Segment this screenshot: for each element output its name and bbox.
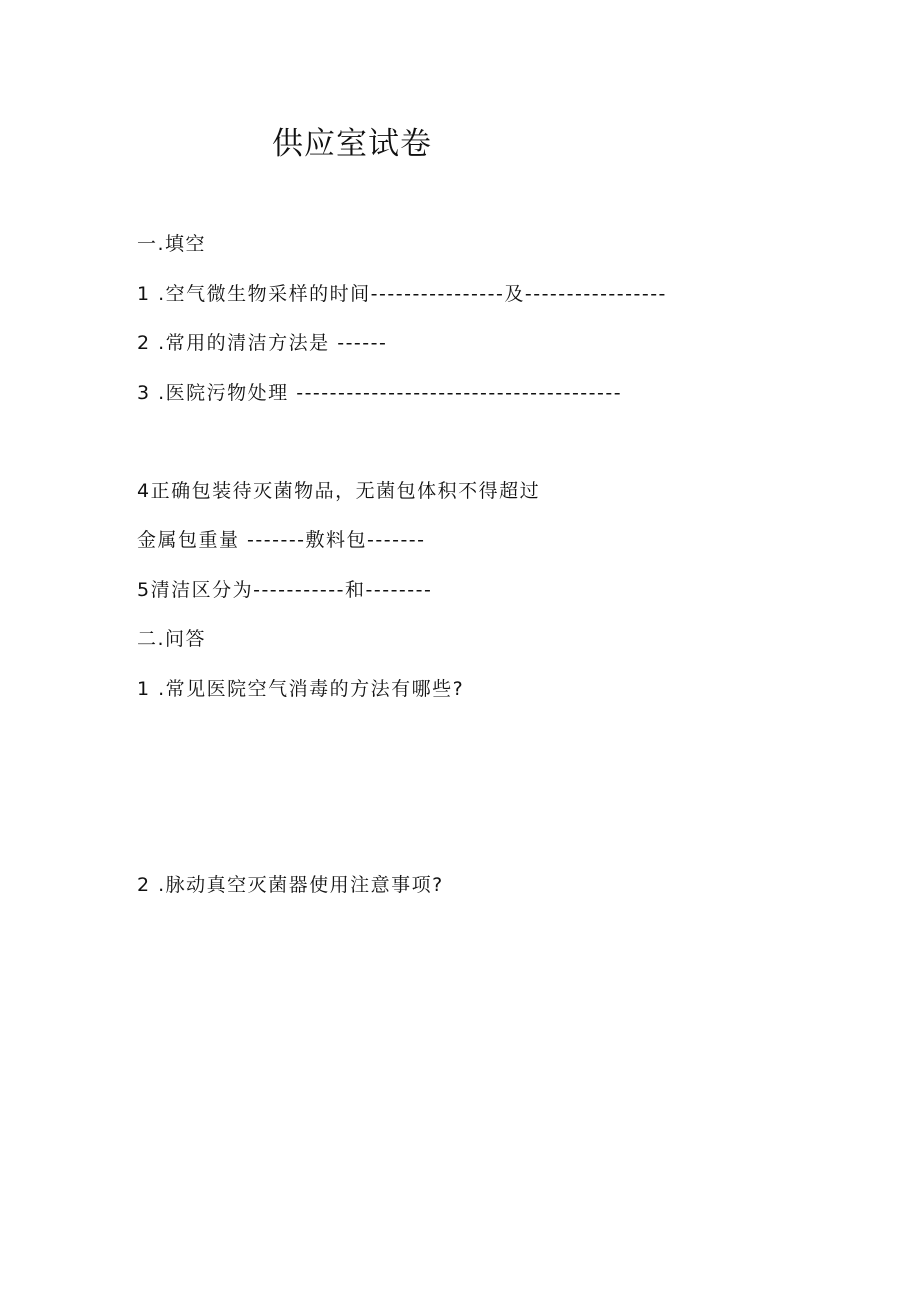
question-item-1: 1 .常见医院空气消毒的方法有哪些? (137, 678, 465, 700)
fill-item-2: 2 .常用的清洁方法是 ------ (137, 332, 388, 354)
section-heading-fill-in: 一.填空 (137, 233, 207, 255)
fill-item-5: 5清洁区分为-----------和-------- (137, 579, 433, 601)
fill-item-4-continuation: 金属包重量 -------敷料包------- (137, 529, 426, 551)
fill-item-3: 3 .医院污物处理 --------------------------------------- (137, 382, 623, 404)
page-title: 供应室试卷 (272, 126, 432, 162)
fill-item-4: 4正确包装待灭菌物品，无菌包体积不得超过 (137, 480, 541, 502)
section-heading-questions: 二.问答 (137, 628, 207, 650)
fill-item-1: 1 .空气微生物采样的时间----------------及----------------- (137, 283, 667, 305)
question-item-2: 2 .脉动真空灭菌器使用注意事项? (137, 874, 444, 896)
